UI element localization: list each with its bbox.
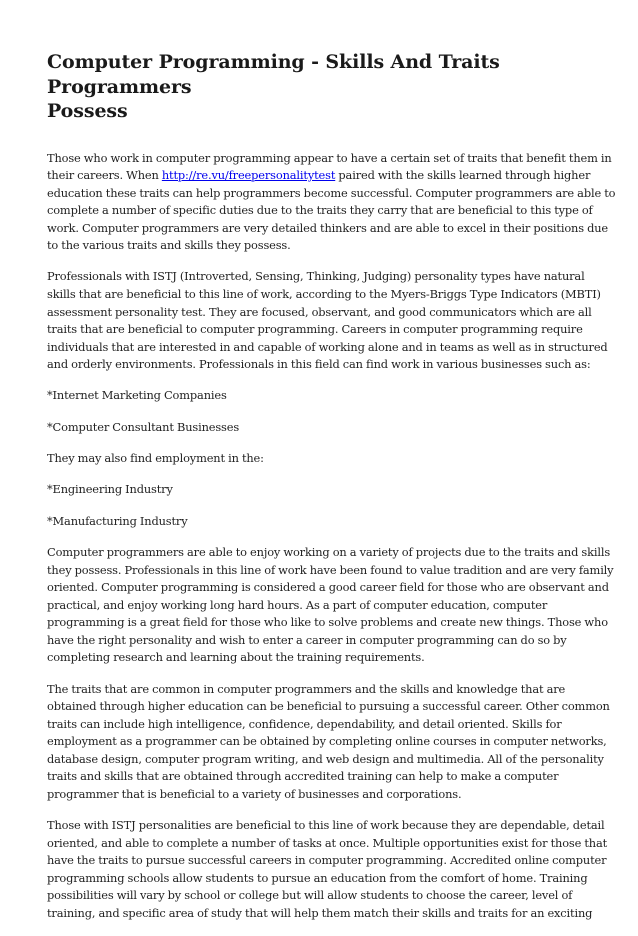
text-line: and orderly environments. Professionals in this field can find work in various businesses such as: — [47, 357, 591, 372]
paragraph-intro — [47, 150, 616, 255]
list-item — [47, 513, 595, 531]
text-line: Those who work in computer programming appear to have a certain set of traits that benefit them in — [47, 150, 612, 165]
text-line: programming schools allow students to pursue an education from the comfort of home. Training — [47, 870, 588, 885]
text-line: *Engineering Industry — [47, 482, 173, 497]
text-line: employment as a programmer can be obtained by completing online courses in computer networks, — [47, 734, 607, 749]
list-item — [47, 419, 595, 437]
text-line: programming is a great field for those who like to solve problems and create new things. Those who — [47, 615, 608, 630]
text-line: traits can include high intelligence, confidence, dependability, and detail oriented. Skills for — [47, 716, 562, 731]
text-line: assessment personality test. They are focused, observant, and good communicators which are all — [47, 304, 592, 319]
text-line: traits that are beneficial to computer programming. Careers in computer programming require — [47, 322, 583, 337]
text-line: education these traits can help programmers become successful. Computer programmers are able to — [47, 185, 616, 200]
text-line: oriented, and able to complete a number of tasks at once. Multiple opportunities exist for those that — [47, 835, 608, 850]
paragraph-traits — [47, 681, 610, 804]
text-line: oriented. Computer programming is considered a good career field for those who are observant and — [47, 580, 609, 595]
text-line: practical, and enjoy working long hard hours. As a part of computer education, computer — [47, 597, 548, 612]
text-line: traits and skills that are obtained through accredited training can help to make a computer — [47, 769, 559, 784]
text-line-with-link — [47, 167, 595, 185]
text-line: *Manufacturing Industry — [47, 513, 188, 528]
page-title — [47, 50, 595, 124]
paragraph-opportunities — [47, 817, 608, 922]
title-line: Computer Programming - Skills And Traits Programmers — [47, 51, 500, 98]
text-line: completing research and learning about the training requirements. — [47, 650, 425, 665]
personality-test-link[interactable]: http://re.vu/freepersonalitytest — [161, 168, 336, 183]
title-line: Possess — [47, 100, 128, 122]
text-fragment: their careers. When — [47, 168, 162, 183]
document-page — [47, 50, 616, 936]
text-line: The traits that are common in computer programmers and the skills and knowledge that are — [47, 681, 566, 696]
text-line: Professionals with ISTJ (Introverted, Sensing, Thinking, Judging) personality types have natural — [47, 269, 585, 284]
text-line: obtained through higher education can be beneficial to pursuing a successful career. Other common — [47, 699, 610, 714]
text-line: *Computer Consultant Businesses — [47, 419, 240, 434]
text-line: training, and specific area of study that will help them match their skills and traits for an exciting — [47, 905, 593, 920]
list-item — [47, 387, 595, 405]
text-line: complete a number of specific duties due to the traits they carry that are beneficial to this type of — [47, 203, 593, 218]
text-line: they possess. Professionals in this line of work have been found to value tradition and are very family — [47, 562, 614, 577]
list-item — [47, 481, 595, 499]
text-line: work. Computer programmers are very detailed thinkers and are able to excel in their positions due — [47, 220, 609, 235]
text-line: *Internet Marketing Companies — [47, 388, 227, 403]
text-line: They may also find employment in the: — [47, 451, 264, 466]
text-line: Computer programmers are able to enjoy working on a variety of projects due to the traits and skills — [47, 545, 611, 560]
text-line: possibilities will vary by school or college but will allow students to choose the career, level of — [47, 888, 573, 903]
paragraph-variety — [47, 544, 614, 667]
text-line: database design, computer program writing, and web design and multimedia. All of the personality — [47, 751, 604, 766]
text-line: have the traits to pursue successful careers in computer programming. Accredited online computer — [47, 853, 607, 868]
text-line: have the right personality and wish to enter a career in computer programming can do so by — [47, 632, 567, 647]
paragraph-employment — [47, 450, 595, 468]
text-fragment: paired with the skills learned through higher — [335, 168, 591, 183]
text-line: skills that are beneficial to this line of work, according to the Myers-Briggs Type Indicators (MBTI) — [47, 287, 601, 302]
article-body — [47, 150, 616, 923]
text-line: Those with ISTJ personalities are beneficial to this line of work because they are dependable, detail — [47, 818, 605, 833]
paragraph-istj — [47, 268, 608, 373]
text-line: individuals that are interested in and capable of working alone and in teams as well as in structured — [47, 339, 608, 354]
text-line: to the various traits and skills they possess. — [47, 238, 291, 253]
text-line: programmer that is beneficial to a variety of businesses and corporations. — [47, 786, 462, 801]
